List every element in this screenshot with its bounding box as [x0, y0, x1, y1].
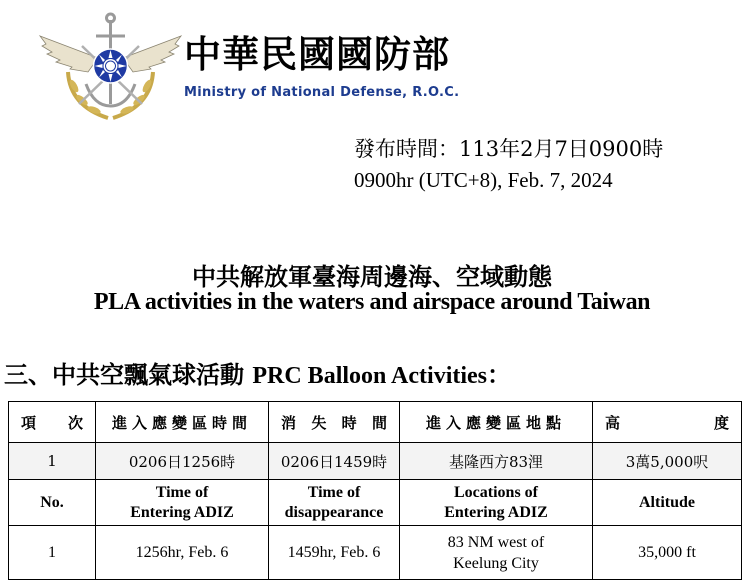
header-cell-en: Altitude [593, 480, 742, 526]
title-en: PLA activities in the waters and airspace around Taiwan [93, 289, 651, 315]
header-cell-en: Locations of Entering ADIZ [400, 480, 593, 526]
table-row [9, 443, 742, 480]
section-heading [4, 355, 511, 390]
section-label-en: PRC Balloon Activities [252, 363, 488, 389]
header-row-zh [9, 402, 742, 443]
header-cell-zh: 項 次 [9, 402, 96, 443]
table-cell: 3萬5,000呎 [593, 443, 742, 480]
table-cell: 1 [9, 526, 96, 580]
table-cell: 1256hr, Feb. 6 [96, 526, 269, 580]
section-suffix: ： [487, 360, 512, 389]
header-cell-zh: 高 度 [593, 402, 742, 443]
mnd-emblem-icon [38, 6, 183, 126]
header-cell-zh: 進入應變區地點 [400, 402, 593, 443]
header-cell-en: No. [9, 480, 96, 526]
org-name-en: Ministry of National Defense, R.O.C. [184, 85, 460, 100]
table-cell: 35,000 ft [593, 526, 742, 580]
org-name-zh: 中華民國國防部 [184, 33, 450, 76]
section-prefix-zh: 三、中共空飄氣球活動 [4, 360, 244, 389]
header-cell-zh: 消 失 時 間 [269, 402, 400, 443]
table-cell: 0206日1256時 [96, 443, 269, 480]
table-cell: 基隆西方83浬 [400, 443, 593, 480]
header-row-en [9, 480, 742, 526]
table-cell: 1459hr, Feb. 6 [269, 526, 400, 580]
table-row [9, 526, 742, 580]
header-cell-en: Time of disappearance [269, 480, 400, 526]
table-cell: 1 [9, 443, 96, 480]
table-cell: 0206日1459時 [269, 443, 400, 480]
header-cell-zh: 進入應變區時間 [96, 402, 269, 443]
header [38, 6, 498, 126]
balloon-activity-table [8, 401, 742, 580]
title-zh: 中共解放軍臺海周邊海、空域動態 [192, 262, 552, 291]
release-time-zh: 發布時間：113年2月7日0900時 [354, 137, 664, 161]
header-cell-en: Time of Entering ADIZ [96, 480, 269, 526]
table-cell: 83 NM west of Keelung City [400, 526, 593, 580]
release-time-en: 0900hr (UTC+8), Feb. 7, 2024 [354, 168, 613, 192]
